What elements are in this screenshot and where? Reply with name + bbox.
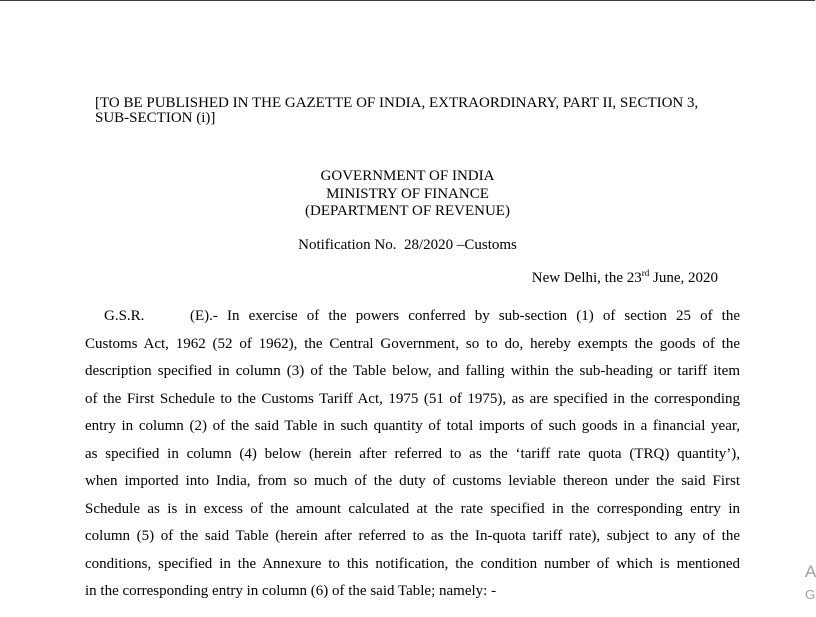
body-line: conditions, specified in the Annexure to this notification, the condition number of which is mentioned [85, 555, 740, 572]
date-ordinal-suffix: rd [641, 268, 650, 278]
notification-body [85, 303, 740, 606]
side-overlay-glyph: A [805, 562, 816, 581]
body-line: entry in column (2) of the said Table in such quantity of total imports of such goods in a financial year, [85, 418, 740, 434]
gsr-label: G.S.R. [104, 308, 145, 324]
department-title: (DEPARTMENT OF REVENUE) [305, 203, 510, 219]
body-line: when imported into India, from so much of the duty of customs leviable thereon under the said First [85, 473, 740, 489]
date-prefix: New Delhi, the 23 [531, 270, 642, 286]
body-line: of the First Schedule to the Customs Tariff Act, 1975 (51 of 1975), as are specified in the corresponding [85, 390, 740, 407]
issuing-authority-block [240, 168, 575, 221]
body-line: Customs Act, 1962 (52 of 1962), the Central Government, so to do, hereby exempts the goods of the [85, 335, 740, 352]
body-line [85, 303, 740, 331]
government-title: GOVERNMENT OF INDIA [320, 168, 495, 184]
date-rest: June, 2020 [649, 270, 718, 286]
body-line: as specified in column (4) below (herein after referred to as the ‘tariff rate quota (TRQ) quantity’), [85, 445, 740, 462]
ministry-title: MINISTRY OF FINANCE [326, 185, 489, 202]
body-line: description specified in column (3) of the Table below, and falling within the sub-heading or tariff item [85, 363, 740, 379]
gazette-header-note: [TO BE PUBLISHED IN THE GAZETTE OF INDIA, EXTRAORDINARY, PART II, SECTION 3, SUB-SECTION (i)] [95, 95, 699, 126]
body-line: column (5) of the said Table (herein after referred to as the In-quota tariff rate), subject to any of the [85, 528, 740, 544]
body-line-text: (E).- In exercise of the powers conferred by sub-section (1) of section 25 of the [190, 308, 740, 324]
body-line: Schedule as is in excess of the amount calculated at the rate specified in the corresponding entry in [85, 500, 740, 517]
side-overlay-glyph: G [805, 587, 816, 602]
dateline [532, 270, 718, 287]
body-line: in the corresponding entry in column (6) of the said Table; namely: - [85, 583, 497, 599]
notification-number: Notification No. 28/2020 –Customs [298, 237, 517, 253]
